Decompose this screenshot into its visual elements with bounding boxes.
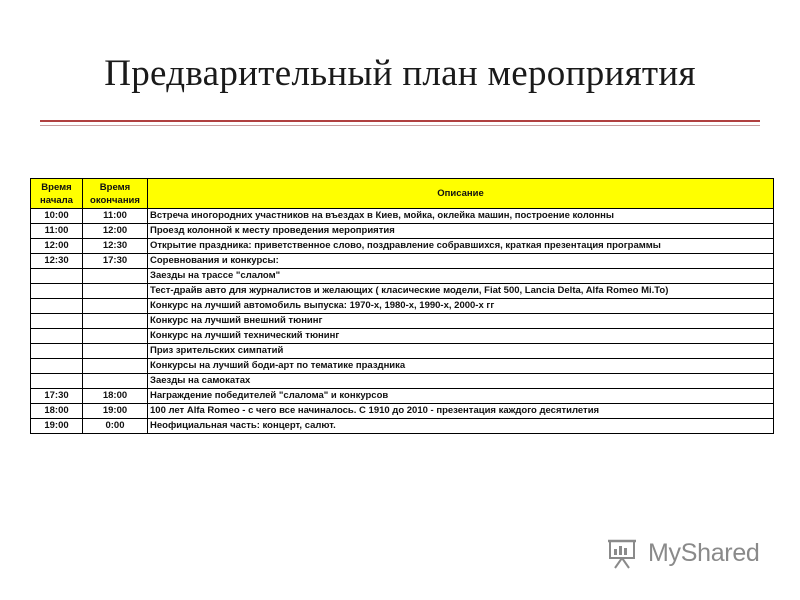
slide-title: Предварительный план мероприятия	[104, 53, 696, 94]
description-cell: Награждение победителей "слалома" и конкурсов	[148, 389, 774, 404]
schedule-body	[31, 209, 774, 434]
table-row	[31, 359, 774, 374]
start-time-cell: 19:00	[31, 419, 83, 434]
header-end-time: Время окончания	[83, 179, 148, 209]
start-time-cell	[31, 299, 83, 314]
title-divider	[40, 120, 760, 122]
description-cell: Приз зрительских симпатий	[148, 344, 774, 359]
description-cell: Проезд колонной к месту проведения мероприятия	[148, 224, 774, 239]
table-header-row	[31, 179, 774, 209]
start-time-cell	[31, 359, 83, 374]
description-cell: Соревнования и конкурсы:	[148, 254, 774, 269]
end-time-cell: 18:00	[83, 389, 148, 404]
start-time-cell: 17:30	[31, 389, 83, 404]
start-time-cell: 12:00	[31, 239, 83, 254]
end-time-cell	[83, 359, 148, 374]
table-row	[31, 209, 774, 224]
end-time-cell: 0:00	[83, 419, 148, 434]
description-cell: Открытие праздника: приветственное слово, поздравление собравшихся, краткая презентация программы	[148, 239, 774, 254]
watermark-text: MyShared	[648, 539, 760, 567]
description-cell: Тест-драйв авто для журналистов и желающих ( класические модели, Fiat 500, Lancia Delta, Alfa Romeo Mi.To)	[148, 284, 774, 299]
start-time-cell	[31, 344, 83, 359]
start-time-cell: 18:00	[31, 404, 83, 419]
table-row	[31, 269, 774, 284]
table-row	[31, 329, 774, 344]
end-time-cell: 12:30	[83, 239, 148, 254]
description-cell: 100 лет Alfa Romeo - с чего все начиналось. С 1910 до 2010 - презентация каждого десятилетия	[148, 404, 774, 419]
end-time-cell	[83, 314, 148, 329]
end-time-cell	[83, 329, 148, 344]
title-divider-secondary	[40, 125, 760, 126]
table-row	[31, 419, 774, 434]
end-time-cell: 11:00	[83, 209, 148, 224]
description-cell: Конкурс на лучший автомобиль выпуска: 1970-х, 1980-х, 1990-х, 2000-х гг	[148, 299, 774, 314]
table-row	[31, 284, 774, 299]
table-row	[31, 374, 774, 389]
schedule-table-container	[30, 178, 773, 434]
table-row	[31, 254, 774, 269]
table-row	[31, 389, 774, 404]
presentation-board-icon	[606, 536, 642, 572]
description-cell: Встреча иногородних участников на въездах в Киев, мойка, оклейка машин, построение колонны	[148, 209, 774, 224]
end-time-cell: 12:00	[83, 224, 148, 239]
header-description: Описание	[148, 179, 774, 209]
end-time-cell	[83, 299, 148, 314]
end-time-cell	[83, 374, 148, 389]
description-cell: Заезды на трассе "слалом"	[148, 269, 774, 284]
description-cell: Конкурс на лучший технический тюнинг	[148, 329, 774, 344]
end-time-cell	[83, 284, 148, 299]
table-row	[31, 299, 774, 314]
description-cell: Заезды на самокатах	[148, 374, 774, 389]
end-time-cell: 19:00	[83, 404, 148, 419]
start-time-cell	[31, 314, 83, 329]
myshared-watermark	[606, 536, 766, 572]
end-time-cell	[83, 269, 148, 284]
end-time-cell	[83, 344, 148, 359]
end-time-cell: 17:30	[83, 254, 148, 269]
start-time-cell	[31, 374, 83, 389]
table-row	[31, 239, 774, 254]
table-row	[31, 224, 774, 239]
description-cell: Конкурсы на лучший боди-арт по тематике праздника	[148, 359, 774, 374]
table-row	[31, 404, 774, 419]
table-row	[31, 344, 774, 359]
start-time-cell	[31, 329, 83, 344]
start-time-cell	[31, 269, 83, 284]
start-time-cell: 10:00	[31, 209, 83, 224]
header-start-time: Время начала	[31, 179, 83, 209]
table-row	[31, 314, 774, 329]
start-time-cell: 12:30	[31, 254, 83, 269]
description-cell: Конкурс на лучший внешний тюнинг	[148, 314, 774, 329]
start-time-cell	[31, 284, 83, 299]
start-time-cell: 11:00	[31, 224, 83, 239]
description-cell: Неофициальная часть: концерт, салют.	[148, 419, 774, 434]
schedule-table	[30, 178, 774, 434]
